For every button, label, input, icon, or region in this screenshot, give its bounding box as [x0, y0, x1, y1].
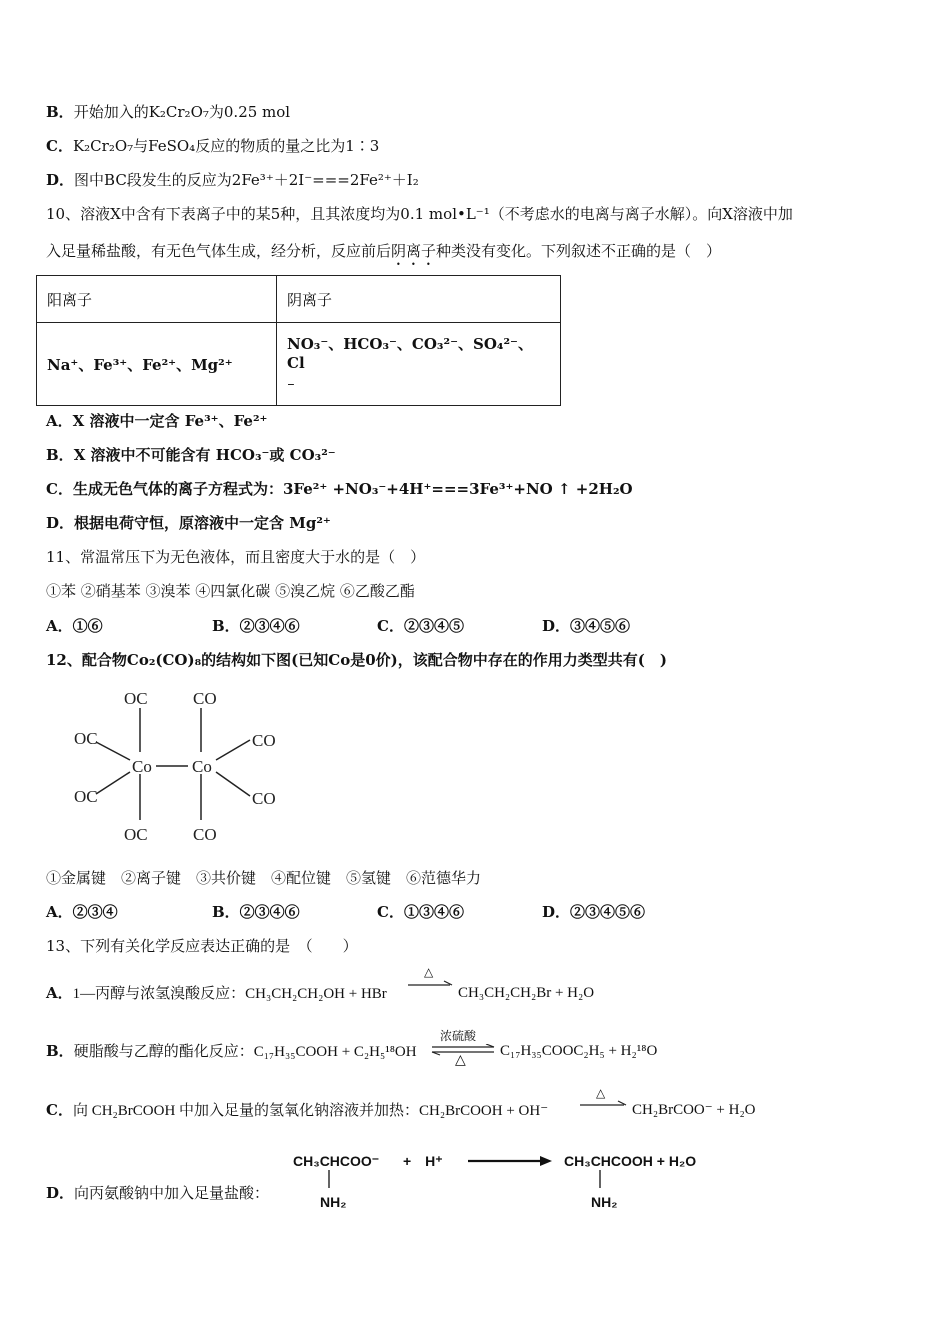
q11-choice-b: B．②③④⑥	[212, 617, 300, 635]
ion-table	[36, 275, 561, 406]
ligand-right-upper: CO	[252, 731, 276, 750]
table-header-cation: 阳离子	[37, 276, 277, 323]
q13-d-amino-left: NH₂	[320, 1194, 347, 1210]
q10-option-a: A．X 溶液中一定含 Fe³⁺、Fe²⁺	[46, 412, 268, 430]
table-header-anion: 阴离子	[277, 276, 561, 323]
ligand-top-right: CO	[193, 689, 217, 708]
reaction-arrow-icon	[408, 980, 454, 990]
table-cell-anions: NO₃⁻、HCO₃⁻、CO₃²⁻、SO₄²⁻、Cl ⁻	[277, 323, 561, 406]
q13-c-condition: △	[596, 1086, 606, 1100]
q12-choice-c: C．①③④⑥	[377, 903, 464, 921]
ligand-bottom-left: OC	[124, 825, 148, 844]
emphasized-text: 阴离子	[391, 242, 437, 260]
bond-line	[327, 1170, 331, 1190]
bond-left-upper	[96, 742, 130, 760]
q11-choice-a: A．①⑥	[46, 617, 103, 635]
q11-items: ①苯 ②硝基苯 ③溴苯 ④四氯化碳 ⑤溴乙烷 ⑥乙酸乙酯	[46, 582, 415, 600]
q10-stem-line2: 入足量稀盐酸，有无色气体生成，经分析，反应前后阴离子种类没有变化。下列叙述不正确的是（ ）	[46, 242, 722, 260]
q13-d-hplus: + H⁺	[403, 1153, 443, 1169]
ligand-right-lower: CO	[252, 789, 276, 808]
q13-stem: 13、下列有关化学反应表达正确的是 （ ）	[46, 937, 358, 955]
q12-choice-d: D．②③④⑤⑥	[542, 903, 646, 921]
q11-stem: 11、常温常压下为无色液体，而且密度大于水的是（ ）	[46, 548, 426, 566]
q13-d-product: CH₃CHCOOH + H₂O	[564, 1153, 697, 1169]
q12-items: ①金属键 ②离子键 ③共价键 ④配位键 ⑤氢键 ⑥范德华力	[46, 869, 482, 887]
q11-choice-d: D．③④⑤⑥	[542, 617, 631, 635]
q10-option-d: D．根据电荷守恒，原溶液中一定含 Mg²⁺	[46, 514, 331, 532]
q13-c-product: CH₂BrCOO⁻ + H₂O	[632, 1102, 756, 1118]
bond-right-lower	[216, 772, 250, 796]
q13-option-c: C．向 CH₂BrCOOH 中加入足量的氢氧化钠溶液并加热：CH₂BrCOOH + OH⁻	[46, 1101, 549, 1119]
q13-b-product: C₁₇H₃₅COOC₂H₅ + H₂¹⁸O	[500, 1043, 658, 1059]
q11-choice-c: C．②③④⑤	[377, 617, 464, 635]
q13-option-a: A．1—丙醇与浓氢溴酸反应：CH₃CH₂CH₂OH + HBr	[46, 984, 387, 1002]
reaction-arrow-icon	[466, 1155, 554, 1167]
q10-stem-line1: 10、溶液X中含有下表离子中的某5种，且其浓度均为0.1 mol•L⁻¹（不考虑水的电离与离子水解）。向X溶液中加	[46, 205, 793, 223]
q12-choice-a: A．②③④	[46, 903, 118, 921]
q13-a-product: CH₃CH₂CH₂Br + H₂O	[458, 985, 595, 1001]
ligand-left-lower: OC	[74, 787, 98, 806]
ligand-bottom-right: CO	[193, 825, 217, 844]
q13-d-amino-right: NH₂	[591, 1194, 618, 1210]
co2co8-structure-diagram	[60, 680, 300, 850]
q12-stem: 12、配合物Co₂(CO)₈的结构如下图(已知Co是0价)，该配合物中存在的作用力类型共有( )	[46, 651, 667, 669]
q10-option-b: B．X 溶液中不可能含有 HCO₃⁻或 CO₃²⁻	[46, 446, 336, 464]
table-cell-cations: Na⁺、Fe³⁺、Fe²⁺、Mg²⁺	[37, 323, 277, 406]
bond-line	[598, 1170, 602, 1190]
co-atom-right: Co	[192, 757, 212, 776]
q13-b-condition-bottom: △	[455, 1052, 466, 1068]
q12-choice-b: B．②③④⑥	[212, 903, 300, 921]
co-atom-left: Co	[132, 757, 152, 776]
q13-option-b: B．硬脂酸与乙醇的酯化反应：C₁₇H₃₅COOH + C₂H₅¹⁸OH	[46, 1042, 417, 1060]
q9-option-c: C．K₂Cr₂O₇与FeSO₄反应的物质的量之比为1∶3	[46, 137, 380, 155]
q13-option-d: D．向丙氨酸钠中加入足量盐酸：	[46, 1184, 270, 1202]
q10-option-c: C．生成无色气体的离子方程式为：3Fe²⁺ +NO₃⁻+4H⁺===3Fe³⁺+NO ↑ +2H₂O	[46, 480, 633, 498]
bond-left-lower	[96, 772, 130, 794]
q13-a-condition: △	[424, 965, 434, 979]
bond-right-upper	[216, 740, 250, 760]
q9-option-b: B．开始加入的K₂Cr₂O₇为0.25 mol	[46, 103, 291, 121]
reaction-arrow-icon	[580, 1100, 628, 1110]
q9-option-d: D．图中BC段发生的反应为2Fe³⁺＋2I⁻===2Fe²⁺＋I₂	[46, 171, 419, 189]
q13-d-reactant: CH₃CHCOO⁻	[293, 1153, 380, 1169]
ligand-top-left: OC	[124, 689, 148, 708]
ligand-left-upper: OC	[74, 729, 98, 748]
q13-b-condition-top: 浓硫酸	[440, 1029, 477, 1043]
